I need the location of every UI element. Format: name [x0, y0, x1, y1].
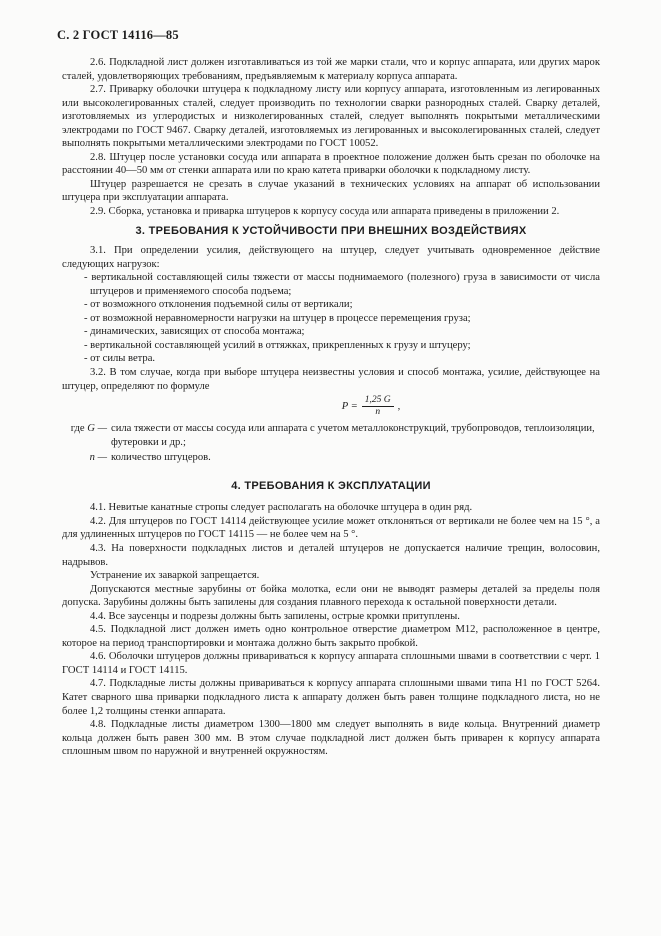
paragraph-4-6: 4.6. Оболочки штуцеров должны привариваться к корпусу аппарата сплошными швами в соответствии с черт. 1 ГОСТ 14114 и ГОСТ 14115.	[62, 651, 600, 676]
formula-numerator: 1,25 G	[362, 395, 394, 407]
paragraph-4-8: 4.8. Подкладные листы диаметром 1300—1800 мм следует выполнять в виде кольца. Внутренний диаметр кольца должен быть равен 300 мм. В этом случае подкладной лист должен быть приварен к корпусу аппарата сплошным швом по наружной и внутренней окружностям.	[62, 719, 600, 758]
where-n-description: количество штуцеров.	[111, 452, 211, 464]
paragraph-4-3-allowance: Допускаются местные зарубины от бойка молотка, если они не выводят размеры деталей за пределы поля допуска. Зарубины должны быть запилены для создания плавного перехода к остальной поверхности детали.	[62, 583, 600, 609]
page-header: С. 2 ГОСТ 14116—85	[57, 28, 179, 42]
paragraph-3-1: 3.1. При определении усилия, действующего на штуцер, следует учитывать одновременное действие следующих нагрузок:	[62, 245, 600, 270]
where-prefix: где	[70, 423, 85, 435]
formula-lhs: P =	[341, 400, 358, 412]
load-list-item: - вертикальной составляющей усилий в оттяжках, прикрепленных к грузу и штуцеру;	[84, 339, 471, 351]
paragraph-4-3-note: Устранение их заваркой запрещается.	[90, 570, 260, 582]
paragraph-4-3: 4.3. На поверхности подкладных листов и деталей штуцеров не допускается наличие трещин, волосовин, надрывов.	[62, 542, 600, 568]
paragraph-2-8: 2.8. Штуцер после установки сосуда или аппарата в проектное положение должен быть срезан по оболочке на расстоянии 40—50 мм от стенки аппарата или по краю катета приварки оболочки к подкладному листу.	[62, 151, 600, 177]
section-3-heading: 3. ТРЕБОВАНИЯ К УСТОЙЧИВОСТИ ПРИ ВНЕШНИХ ВОЗДЕЙСТВИЯХ	[135, 224, 527, 237]
load-list-item: - вертикальной составляющей силы тяжести от массы поднимаемого (полезного) груза в зависимости от числа штуцеров и применяемого способа подъема;	[84, 272, 600, 297]
paragraph-4-1: 4.1. Невитые канатные стропы следует располагать на оболочке штуцера в один ряд.	[90, 502, 473, 514]
paragraph-4-7: 4.7. Подкладные листы должны привариваться к корпусу аппарата сплошными швами типа Н1 по ГОСТ 5264. Катет сварного шва приварки подкладного листа к аппарату должен быть равен толщине подкладного листа, но не более 1,2 толщины стенки аппарата.	[62, 678, 600, 717]
load-list-item: - динамических, зависящих от способа монтажа;	[84, 326, 305, 338]
paragraph-2-9: 2.9. Сборка, установка и приварка штуцеров к корпусу сосуда или аппарата приведены в приложении 2.	[90, 206, 560, 218]
where-g-description: сила тяжести от массы сосуда или аппарата с учетом металлоконструкций, трубопроводов, теплоизоляции, футеровки и др.;	[111, 423, 595, 448]
formula-fraction	[362, 395, 394, 418]
where-g-symbol	[62, 422, 111, 449]
section-4-heading: 4. ТРЕБОВАНИЯ К ЭКСПЛУАТАЦИИ	[231, 479, 431, 492]
document-body	[62, 56, 600, 759]
where-g	[62, 422, 600, 449]
symbol-n: n —	[89, 452, 107, 464]
paragraph-2-7: 2.7. Приварку оболочки штуцера к подкладному листу или корпусу аппарата, изготовленным из легированных или высоколегированных сталей, следует производить по технологии сварки разнородных сталей. Сварку деталей, изготовляемых из углеродистых и низколегированных сталей, следует выполнять покрытыми металлическими электродами по ГОСТ 9467. Сварку деталей, изготовляемых из легированных и высоколегированных сталей, следует выполнять покрытыми металлическими электродами по ГОСТ 10052.	[62, 84, 600, 150]
load-list-item: - от возможной неравномерности нагрузки на штуцер в процессе перемещения груза;	[84, 312, 471, 324]
where-n	[62, 451, 600, 465]
paragraph-4-4: 4.4. Все заусенцы и подрезы должны быть запилены, острые кромки притуплены.	[90, 610, 460, 622]
where-n-symbol	[62, 451, 111, 465]
formula-denominator: n	[375, 407, 381, 418]
symbol-g: G —	[87, 423, 107, 435]
load-list-item: - от возможного отклонения подъемной силы от вертикали;	[84, 299, 353, 311]
load-list-item: - от силы ветра.	[84, 353, 156, 365]
paragraph-2-6: 2.6. Подкладной лист должен изготавливаться из той же марки стали, что и корпус аппарата, или других марок сталей, удовлетворяющих требованиям, предъявляемым к материалу корпуса аппарата.	[62, 57, 600, 82]
formula	[142, 395, 600, 418]
paragraph-4-5: 4.5. Подкладной лист должен иметь одно контрольное отверстие диаметром М12, расположенное в центре, которое на период транспортировки и монтажа должно быть закрыто пробкой.	[62, 624, 600, 649]
paragraph-4-2: 4.2. Для штуцеров по ГОСТ 14114 действующее усилие может отклоняться от вертикали не более чем на 15 °, а для удлиненных штуцеров по ГОСТ 14115 — не более чем на 5 °.	[62, 515, 600, 541]
formula-tail: ,	[397, 400, 401, 412]
paragraph-3-2: 3.2. В том случае, когда при выборе штуцера неизвестны условия и способ монтажа, усилие, действующее на штуцер, определяют по формуле	[62, 367, 600, 392]
paragraph-2-8-note: Штуцер разрешается не срезать в случае указаний в технических условиях на аппарат об использовании штуцера при эксплуатации аппарата.	[62, 178, 600, 204]
